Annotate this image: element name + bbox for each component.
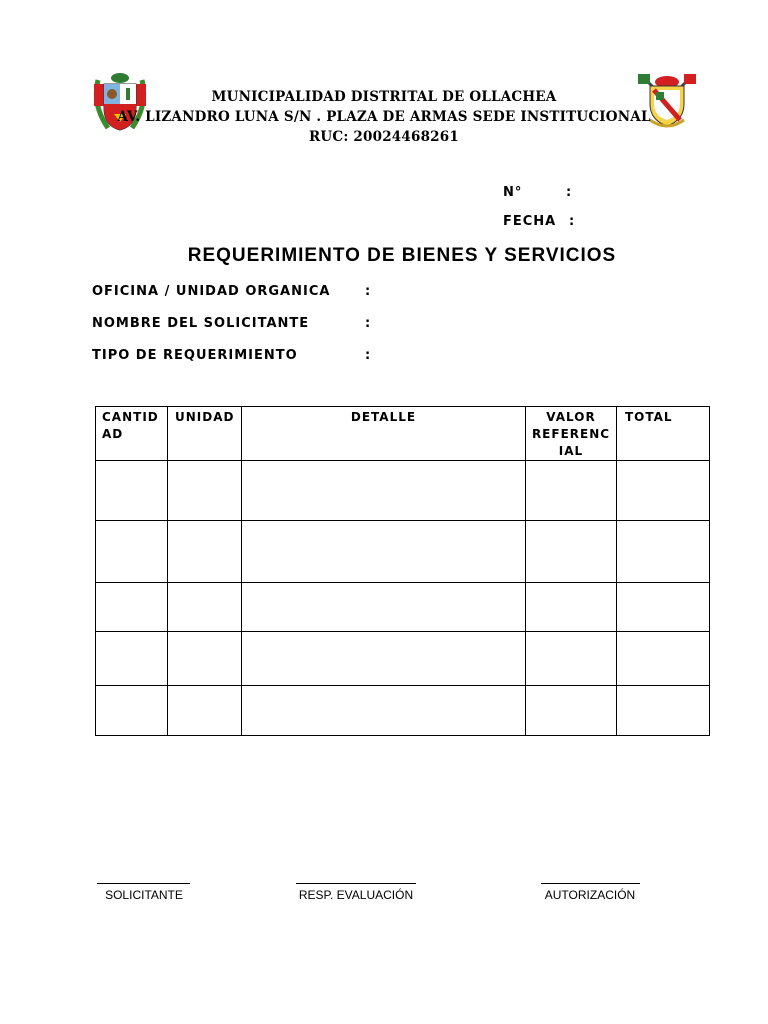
- cell-detail[interactable]: [242, 632, 526, 686]
- cell-quantity[interactable]: [96, 632, 168, 686]
- header-quantity: CANTID AD: [96, 407, 168, 461]
- signature-line-requester: [97, 883, 190, 884]
- cell-reference-value[interactable]: [526, 461, 617, 521]
- cell-unit[interactable]: [168, 583, 242, 632]
- cell-total[interactable]: [617, 686, 710, 736]
- number-separator: :: [566, 185, 573, 200]
- header-detail: DETALLE: [242, 407, 526, 461]
- date-separator: :: [569, 214, 576, 229]
- cell-unit[interactable]: [168, 461, 242, 521]
- date-label: FECHA: [503, 214, 557, 229]
- document-title: REQUERIMIENTO DE BIENES Y SERVICIOS: [187, 245, 617, 266]
- header-total: TOTAL: [617, 407, 710, 461]
- field-type-label: TIPO DE REQUERIMIENTO: [92, 348, 298, 363]
- header-line-ruc: RUC: 20024468261: [309, 129, 459, 145]
- cell-reference-value[interactable]: [526, 686, 617, 736]
- signature-label-requester: SOLICITANTE: [105, 888, 183, 902]
- table-row: [96, 521, 710, 583]
- requirements-table: [95, 406, 710, 736]
- field-office-separator: :: [365, 284, 372, 299]
- cell-detail[interactable]: [242, 583, 526, 632]
- table-row: [96, 632, 710, 686]
- table-header-row: [96, 407, 710, 461]
- header-reference-value: VALOR REFERENC IAL: [526, 407, 617, 461]
- cell-reference-value[interactable]: [526, 521, 617, 583]
- cell-reference-value[interactable]: [526, 583, 617, 632]
- signature-line-evaluation: [296, 883, 416, 884]
- cell-detail[interactable]: [242, 686, 526, 736]
- cell-total[interactable]: [617, 461, 710, 521]
- cell-unit[interactable]: [168, 632, 242, 686]
- cell-unit[interactable]: [168, 521, 242, 583]
- cell-total[interactable]: [617, 521, 710, 583]
- table-row: [96, 583, 710, 632]
- field-requester-label: NOMBRE DEL SOLICITANTE: [92, 316, 310, 331]
- cell-detail[interactable]: [242, 521, 526, 583]
- signature-line-authorization: [541, 883, 640, 884]
- table-row: [96, 686, 710, 736]
- cell-detail[interactable]: [242, 461, 526, 521]
- number-label: N°: [503, 185, 523, 200]
- signature-label-evaluation: RESP. EVALUACIÓN: [298, 888, 414, 902]
- table-row: [96, 461, 710, 521]
- cell-quantity[interactable]: [96, 686, 168, 736]
- header-line-address: AV. LIZANDRO LUNA S/N . PLAZA DE ARMAS SEDE INSTITUCIONAL: [117, 109, 651, 125]
- signature-label-authorization: AUTORIZACIÓN: [544, 888, 636, 902]
- cell-total[interactable]: [617, 583, 710, 632]
- header-line-municipality: MUNICIPALIDAD DISTRITAL DE OLLACHEA: [211, 89, 557, 105]
- cell-quantity[interactable]: [96, 461, 168, 521]
- cell-unit[interactable]: [168, 686, 242, 736]
- cell-quantity[interactable]: [96, 521, 168, 583]
- cell-quantity[interactable]: [96, 583, 168, 632]
- header-unit: UNIDAD: [168, 407, 242, 461]
- field-office-label: OFICINA / UNIDAD ORGANICA: [92, 284, 331, 299]
- cell-reference-value[interactable]: [526, 632, 617, 686]
- field-type-separator: :: [365, 348, 372, 363]
- cell-total[interactable]: [617, 632, 710, 686]
- field-requester-separator: :: [365, 316, 372, 331]
